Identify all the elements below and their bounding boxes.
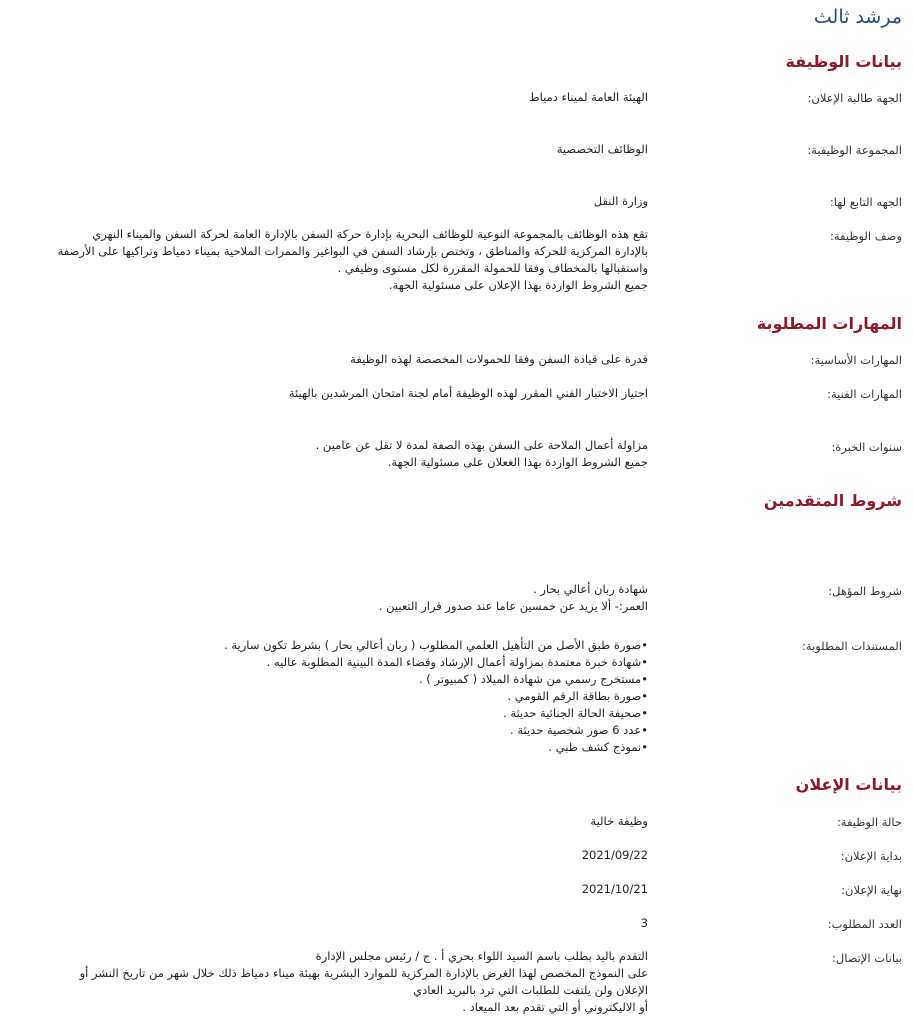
- label-required-documents: المستندات المطلوبة:: [801, 639, 902, 653]
- value-job-status: وظيفة خالية: [590, 814, 648, 828]
- label-ad-end: نهاية الإعلان:: [841, 883, 902, 897]
- section-heading-skills: المهارات المطلوبة: [756, 314, 902, 333]
- section-heading-applicant-conditions: شروط المتقدمين: [763, 491, 902, 510]
- document-item: •عدد 6 صور شخصية حديثة .: [510, 723, 648, 737]
- label-job-group: المجموعة الوظيفية:: [807, 143, 902, 157]
- label-experience-years: سنوات الخبرة:: [831, 440, 902, 454]
- value-job-description: تقع هذه الوظائف بالمجموعة النوعية للوظائف البحرية بإدارة حركة السفن بالإدارة العامة لحركة السفن والميناء النهري بالإدارة المركزية للحركة والمناطق ، وتختص بإرشاد السفن في البواغيز والممرات الملاحية بميناء دمياط وتراكيها على الأرصفة واستقبالها بالمخطاف وفقا للحمولة المقررة لكل مستوى وظيفي . جميع الشروط الواردة بهذا الإعلان على مسئولية الجهة.: [57, 227, 648, 292]
- document-item: •صحيفة الحالة الجنائية حديثة .: [503, 706, 648, 720]
- label-required-count: العدد المطلوب:: [827, 917, 902, 931]
- value-ad-end: [8, 881, 648, 898]
- label-job-status: حالة الوظيفة:: [836, 815, 902, 829]
- value-job-group: الوظائف التخصصية: [556, 142, 648, 156]
- ad-start-date: 2021/09/22: [581, 848, 648, 862]
- section-heading-ad-info: بيانات الإعلان: [795, 775, 902, 794]
- value-technical-skills: اجتياز الاختبار الفني المقرر لهذه الوظيفة أمام لجنة امتحان المرشدين بالهيئة: [288, 386, 648, 400]
- label-qualification-conditions: شروط المؤهل:: [828, 584, 902, 598]
- document-item: •شهادة خبرة معتمدة بمزاولة أعمال الإرشاد وقضاء المدة البينية المطلوبة عاليه .: [266, 655, 648, 669]
- label-requesting-entity: الجهة طالبة الإعلان:: [807, 91, 902, 105]
- value-qualification-conditions: شهادة ربان أعالي بحار . العمر:- ألا يزيد عن خمسين عاما عند صدور قرار التعيين .: [378, 582, 648, 613]
- label-job-description: وصف الوظيفة:: [830, 229, 902, 243]
- value-basic-skills: قدرة على قيادة السفن وفقا للحمولات المخصصة لهذه الوظيفة: [350, 352, 648, 366]
- value-required-count: 3: [640, 916, 648, 930]
- label-technical-skills: المهارات الفنية:: [827, 387, 902, 401]
- label-basic-skills: المهارات الأساسية:: [810, 353, 902, 367]
- label-affiliated-entity: الجهه التابع لها:: [829, 195, 902, 209]
- document-item: •مستخرج رسمي من شهادة الميلاد ( كمبيوتر ) .: [418, 672, 648, 686]
- value-required-documents: [8, 637, 648, 756]
- value-ad-start: [8, 847, 648, 864]
- section-heading-job-info: بيانات الوظيفة: [785, 52, 902, 71]
- value-affiliated-entity: وزارة النقل: [593, 194, 648, 208]
- value-requesting-entity: الهيئة العامة لميناء دمياط: [528, 90, 648, 104]
- document-item: •صورة طبق الأصل من التأهيل العلمي المطلوب ( ربان أعالي بحار ) بشرط تكون سارية .: [224, 638, 648, 652]
- document-item: •صورة بطاقة الرقم القومي .: [507, 689, 648, 703]
- label-contact-info: بيانات الإتصال:: [831, 951, 902, 965]
- document-item: •نموذج كشف طبي .: [548, 740, 648, 754]
- value-experience-years: مزاولة أعمال الملاحة على السفن بهذه الصفة لمدة لا تقل عن عامين . جميع الشروط الواردة بهذا الغعلان على مسئولية الجهة.: [315, 438, 648, 469]
- label-ad-start: بداية الإعلان:: [840, 849, 902, 863]
- ad-end-date: 2021/10/21: [581, 882, 648, 896]
- value-contact-info: التقدم باليد بطلب باسم السيد اللواء بحري أ . ح / رئيس مجلس الإدارة على النموذج المخصص لهذا الغرض بالإدارة المركزية للموارد البشرية بهيئة ميناء دمياط ذلك خلال شهر من تاريخ النشر أو الإعلان ولن يلتفت للطلبات التي ترد بالبريد العادي أو الاليكتروني أو التي تقدم بعد الميعاد .: [79, 949, 648, 1014]
- page-title: مرشد ثالث: [813, 6, 902, 28]
